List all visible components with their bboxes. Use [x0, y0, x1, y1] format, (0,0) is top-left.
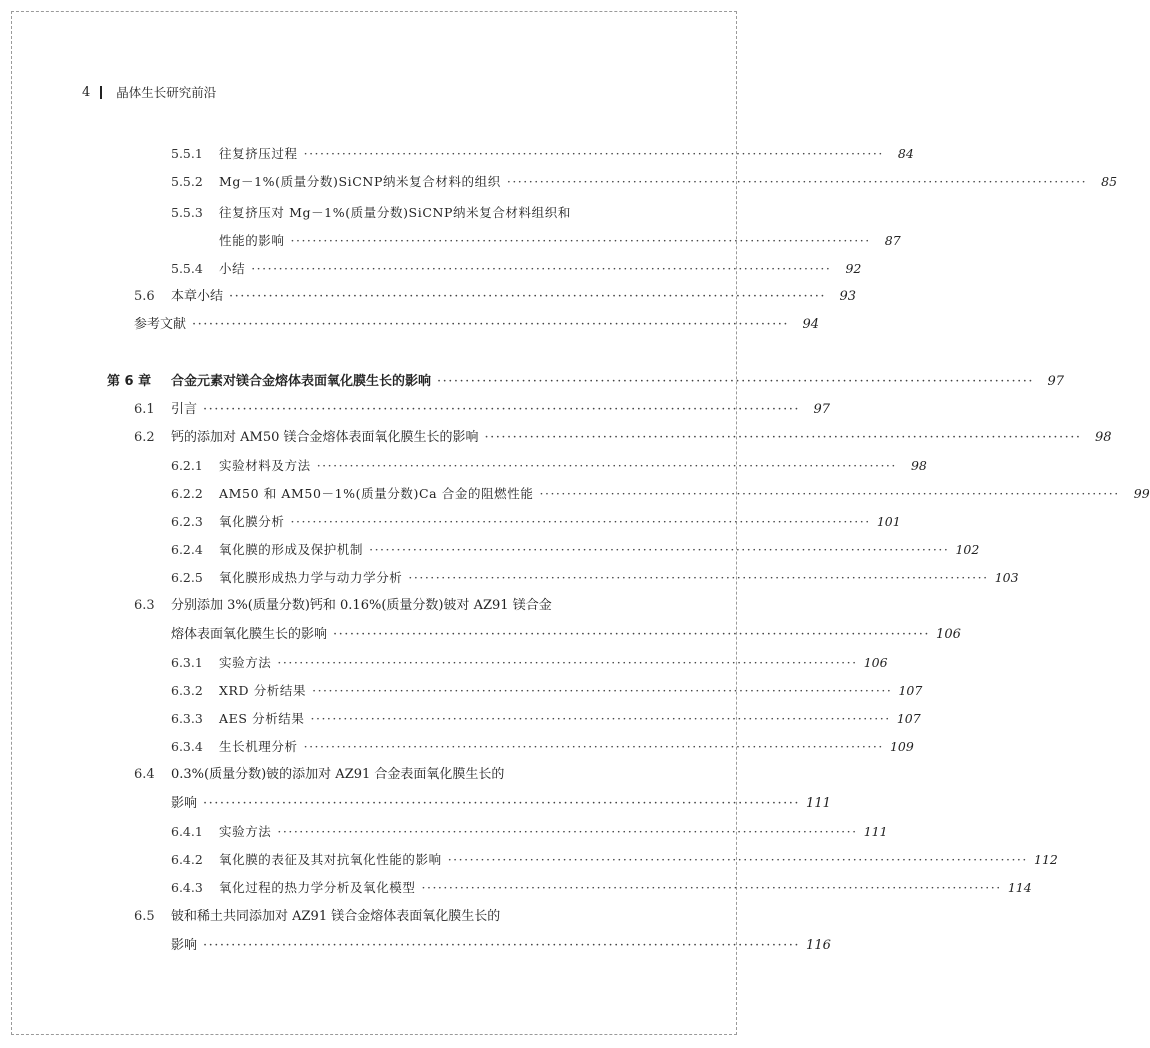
- leader-dots: ··········································································································: [303, 146, 884, 161]
- entry-number: 6.2.5: [171, 570, 203, 585]
- entry-page: 97: [1047, 374, 1065, 389]
- toc-entry[interactable]: [171, 820, 888, 844]
- leader-dots: ··········································································································: [203, 938, 801, 953]
- toc-entry[interactable]: [171, 566, 1019, 590]
- toc-entry[interactable]: [134, 905, 500, 929]
- entry-page: 87: [884, 233, 901, 248]
- leader-dots: ··········································································································: [277, 655, 858, 670]
- toc-entry[interactable]: [107, 370, 1065, 394]
- leader-dots: ··········································································································: [447, 852, 1028, 867]
- entry-title-continued: 熔体表面氧化膜生长的影响: [171, 627, 328, 642]
- entry-number: 5.5.3: [171, 205, 203, 220]
- leader-dots: ··········································································································: [312, 683, 893, 698]
- entry-title: XRD 分析结果: [219, 683, 307, 698]
- leader-dots: ··········································································································: [251, 261, 832, 276]
- entry-title: 氧化膜的形成及保护机制: [219, 542, 364, 557]
- entry-page: 109: [889, 739, 914, 754]
- entry-page: 106: [863, 655, 888, 670]
- entry-number: 6.4.3: [171, 880, 203, 895]
- entry-page: 106: [936, 627, 961, 642]
- entry-page: 114: [1007, 880, 1032, 895]
- leader-dots: ··········································································································: [437, 374, 1035, 389]
- entry-page: 111: [806, 796, 831, 811]
- entry-number: 6.4.2: [171, 852, 203, 867]
- toc-entry[interactable]: [134, 398, 831, 422]
- leader-dots: ··········································································································: [303, 739, 884, 754]
- entry-title: 0.3%(质量分数)铍的添加对 AZ91 合金表面氧化膜生长的: [171, 767, 505, 782]
- entry-number: 6.2.2: [171, 486, 203, 501]
- entry-number: 5.5.1: [171, 146, 203, 161]
- toc-entry-continuation[interactable]: [171, 792, 831, 816]
- entry-title-continued: 影响: [171, 796, 198, 811]
- entry-title: 合金元素对镁合金熔体表面氧化膜生长的影响: [171, 374, 432, 389]
- entry-page: 94: [802, 317, 820, 332]
- leader-dots: ··········································································································: [539, 486, 1120, 501]
- entry-title: 分别添加 3%(质量分数)钙和 0.16%(质量分数)铍对 AZ91 镁合金: [171, 598, 552, 613]
- toc-entry[interactable]: [134, 426, 1112, 450]
- entry-number: 5.5.4: [171, 261, 203, 276]
- leader-dots: ··········································································································: [310, 711, 891, 726]
- entry-title: 钙的添加对 AM50 镁合金熔体表面氧化膜生长的影响: [171, 430, 479, 445]
- toc-entry-continuation[interactable]: [171, 934, 831, 958]
- entry-title: Mg－1%(质量分数)SiCNP纳米复合材料的组织: [219, 174, 501, 189]
- entry-number: 6.2.4: [171, 542, 203, 557]
- toc-entry[interactable]: [171, 707, 921, 731]
- toc-entry[interactable]: [134, 285, 857, 309]
- toc-entry[interactable]: [171, 848, 1058, 872]
- entry-title: 引言: [171, 402, 198, 417]
- entry-title: 往复挤压过程: [219, 146, 298, 161]
- leader-dots: ··········································································································: [203, 402, 801, 417]
- entry-page: 116: [806, 938, 831, 953]
- entry-page: 107: [898, 683, 923, 698]
- entry-number: 6.2.1: [171, 458, 203, 473]
- toc-entry-continuation[interactable]: [171, 623, 961, 647]
- entry-number: 5.6: [134, 289, 155, 304]
- leader-dots: ··········································································································: [369, 542, 950, 557]
- entry-page: 85: [1101, 174, 1118, 189]
- entry-number: 6.3.2: [171, 683, 203, 698]
- entry-page: 102: [955, 542, 980, 557]
- entry-page: 111: [863, 824, 888, 839]
- entry-page: 97: [813, 402, 831, 417]
- leader-dots: ··········································································································: [290, 514, 871, 529]
- leader-dots: ··········································································································: [506, 174, 1088, 189]
- toc-entry[interactable]: [171, 170, 1118, 194]
- entry-page: 112: [1034, 852, 1058, 867]
- toc-entry[interactable]: [171, 679, 923, 703]
- entry-title: 实验方法: [219, 824, 272, 839]
- entry-number: 6.4.1: [171, 824, 203, 839]
- entry-number: 6.4: [134, 767, 155, 782]
- entry-number: 6.1: [134, 402, 155, 417]
- entry-title: 氧化过程的热力学分析及氧化模型: [219, 880, 416, 895]
- entry-number: 6.3.1: [171, 655, 203, 670]
- leader-dots: ··········································································································: [192, 317, 790, 332]
- toc-entry[interactable]: [171, 510, 901, 534]
- leader-dots: ··········································································································: [203, 796, 801, 811]
- entry-title: 氧化膜分析: [219, 514, 285, 529]
- entry-number: 6.5: [134, 909, 155, 924]
- entry-title: 实验方法: [219, 655, 272, 670]
- toc-entry[interactable]: [171, 538, 980, 562]
- entry-page: 107: [896, 711, 921, 726]
- leader-dots: ··········································································································: [316, 458, 897, 473]
- book-title: 晶体生长研究前沿: [116, 85, 217, 100]
- entry-title: 氧化膜的表征及其对抗氧化性能的影响: [219, 852, 442, 867]
- entry-title: 往复挤压对 Mg－1%(质量分数)SiCNP纳米复合材料组织和: [219, 205, 571, 220]
- leader-dots: ··········································································································: [421, 880, 1002, 895]
- entry-title: 实验材料及方法: [219, 458, 311, 473]
- entry-title: 小结: [219, 261, 246, 276]
- entry-page: 93: [839, 289, 857, 304]
- toc-entry[interactable]: [134, 594, 552, 618]
- entry-number: 6.3: [134, 598, 155, 613]
- entry-number: 5.5.2: [171, 174, 203, 189]
- entry-title: 氧化膜形成热力学与动力学分析: [219, 570, 403, 585]
- entry-title: 生长机理分析: [219, 739, 298, 754]
- entry-page: 101: [876, 514, 901, 529]
- entry-title: 铍和稀土共同添加对 AZ91 镁合金熔体表面氧化膜生长的: [171, 909, 501, 924]
- toc-entry[interactable]: [171, 482, 1150, 506]
- toc-entry[interactable]: [171, 257, 862, 281]
- toc-entry[interactable]: [171, 454, 927, 478]
- entry-page: 92: [845, 261, 862, 276]
- entry-number: 6.3.4: [171, 739, 203, 754]
- entry-number: 6.3.3: [171, 711, 203, 726]
- toc-entry[interactable]: [171, 735, 914, 759]
- toc-entry[interactable]: [171, 876, 1032, 900]
- entry-number: 第 6 章: [107, 374, 152, 389]
- entry-page: 98: [910, 458, 927, 473]
- entry-title-continued: 性能的影响: [219, 233, 285, 248]
- toc-entry[interactable]: [171, 201, 571, 225]
- leader-dots: ··········································································································: [408, 570, 989, 585]
- toc-entry-continuation[interactable]: [219, 229, 901, 253]
- leader-dots: ··········································································································: [333, 627, 931, 642]
- entry-title-continued: 影响: [171, 938, 198, 953]
- entry-page: 99: [1133, 486, 1150, 501]
- entry-page: 84: [897, 146, 914, 161]
- leader-dots: ··········································································································: [484, 430, 1082, 445]
- entry-number: 6.2.3: [171, 514, 203, 529]
- entry-title: 参考文献: [134, 317, 187, 332]
- entry-page: 103: [994, 570, 1019, 585]
- toc-entry[interactable]: [171, 142, 914, 166]
- entry-number: 6.2: [134, 430, 155, 445]
- page-number: 4: [82, 84, 91, 100]
- toc-entry[interactable]: [171, 651, 888, 675]
- toc-entry[interactable]: [134, 763, 504, 787]
- leader-dots: ··········································································································: [277, 824, 858, 839]
- entry-title: 本章小结: [171, 289, 224, 304]
- leader-dots: ··········································································································: [229, 289, 827, 304]
- entry-title: AM50 和 AM50－1%(质量分数)Ca 合金的阻燃性能: [219, 486, 534, 501]
- leader-dots: ··········································································································: [290, 233, 871, 248]
- entry-title: AES 分析结果: [219, 711, 305, 726]
- toc-entry[interactable]: [134, 313, 820, 337]
- entry-page: 98: [1095, 430, 1112, 445]
